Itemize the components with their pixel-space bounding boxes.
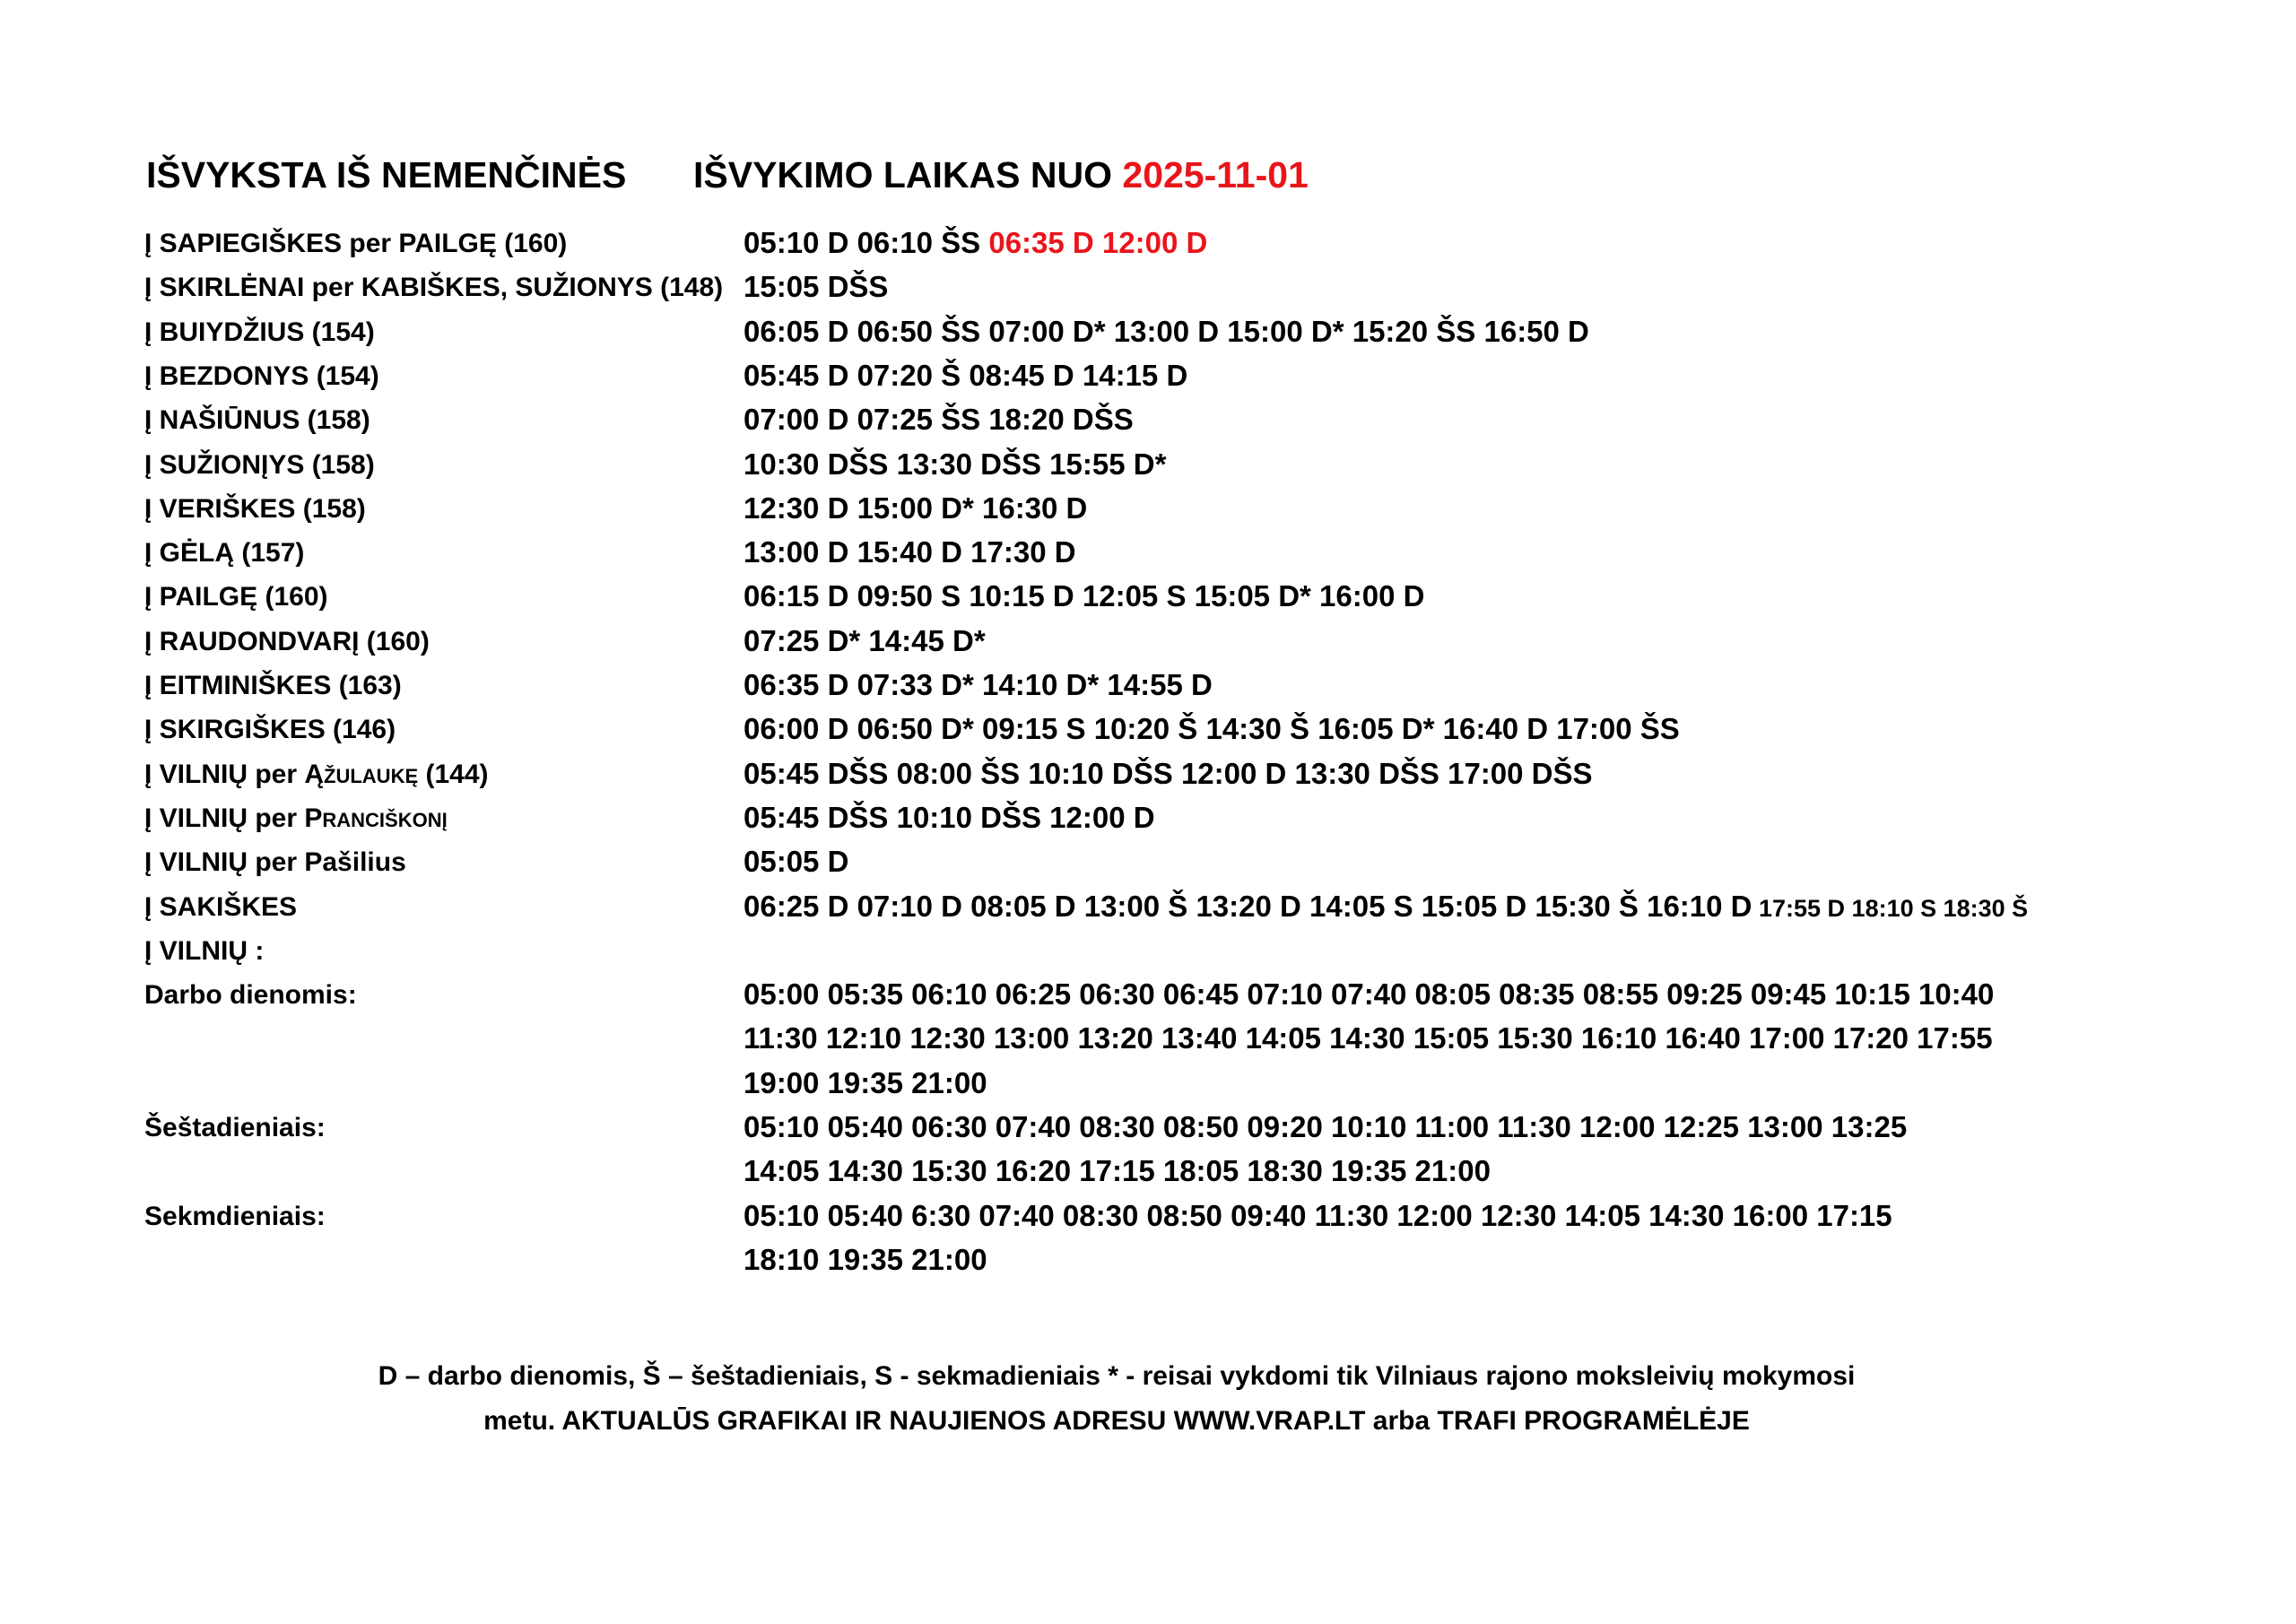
- departure-times-text: 19:00 19:35 21:00: [744, 1065, 987, 1099]
- destination-label-part: (144): [418, 759, 489, 789]
- table-row: [0, 398, 2296, 442]
- destination-label: Į VILNIŲ :: [144, 935, 265, 966]
- departure-times-text: 05:00 05:35 06:10 06:25 06:30 06:45 07:10 07:40 08:05 08:35 08:55 09:25 09:45 10:15 10:40: [744, 977, 1995, 1012]
- departure-title: IŠVYKSTA IŠ NEMENČINĖS: [146, 154, 627, 195]
- destination-label: Į BUIYDŽIUS (154): [144, 317, 375, 347]
- table-row: [0, 1194, 2296, 1238]
- departure-times: [744, 712, 1680, 746]
- departure-times: [744, 801, 1155, 835]
- departure-times-text: 06:25 D 07:10 D 08:05 D 13:00 Š 13:20 D 14:05 S 15:05 D 15:30 Š 16:10 D: [744, 889, 1752, 923]
- table-row: [0, 885, 2296, 929]
- destination-label: Į VERIŠKES (158): [144, 493, 366, 524]
- table-row: [0, 664, 2296, 708]
- table-row: [0, 752, 2296, 796]
- departure-times: [744, 1199, 1892, 1233]
- departure-times-text: 05:10 05:40 6:30 07:40 08:30 08:50 09:40 11:30 12:00 12:30 14:05 14:30 16:00 17:15: [744, 1198, 1892, 1232]
- destination-label: Į SKIRGIŠKES (146): [144, 715, 396, 745]
- departure-times-text: 14:05 14:30 15:30 16:20 17:15 18:05 18:30 19:35 21:00: [744, 1154, 1491, 1188]
- legend-footer: [0, 1354, 2233, 1444]
- effective-date: 2025-11-01: [1122, 154, 1309, 195]
- table-row: [0, 221, 2296, 265]
- destination-label: [144, 760, 489, 790]
- day-type-label: Šeštadieniais:: [144, 1113, 326, 1142]
- departure-times: [744, 1243, 987, 1277]
- departure-times: [744, 1066, 987, 1100]
- departure-time-heading: [693, 154, 1309, 196]
- departure-times-text: 05:45 DŠS 08:00 ŠS 10:10 DŠS 12:00 D 13:30 DŠS 17:00 DŠS: [744, 756, 1593, 790]
- table-row: [0, 1238, 2296, 1282]
- departure-times: [744, 270, 888, 304]
- table-row: [0, 620, 2296, 664]
- table-row: [0, 575, 2296, 619]
- departure-times-text: 18:10 19:35 21:00: [744, 1242, 987, 1276]
- departure-times: [744, 359, 1187, 393]
- departure-times-text: 05:05 D: [744, 845, 849, 879]
- departure-times: [744, 757, 1593, 791]
- departure-times: [744, 1110, 1907, 1144]
- destination-label: Į GĖLĄ (157): [144, 538, 305, 569]
- departure-times: [744, 668, 1213, 702]
- departure-times: [744, 624, 986, 658]
- table-row: [0, 531, 2296, 575]
- departure-times-text: 06:00 D 06:50 D* 09:15 S 10:20 Š 14:30 Š 16:05 D* 16:40 D 17:00 ŠS: [744, 712, 1680, 746]
- table-row: [0, 929, 2296, 973]
- destination-label: Į EITMINIŠKES (163): [144, 671, 402, 700]
- departure-times: [744, 1021, 1993, 1055]
- destination-label-smallcaps: ŽULAUKĘ: [324, 764, 419, 787]
- table-row: [0, 487, 2296, 531]
- table-row: [0, 1017, 2296, 1061]
- table-row: [0, 443, 2296, 487]
- table-row: [0, 310, 2296, 354]
- departure-times: [744, 977, 1994, 1012]
- table-row: [0, 796, 2296, 840]
- destination-label-part: Į VILNIŲ per P: [144, 803, 323, 833]
- departure-times-text: 06:05 D 06:50 ŠS 07:00 D* 13:00 D 15:00 D* 15:20 ŠS 16:50 D: [744, 314, 1589, 348]
- destination-label: Į VILNIŲ per Pašilius: [144, 847, 406, 878]
- departure-times: [744, 447, 1166, 482]
- table-row: [0, 265, 2296, 309]
- departure-times-text: 05:45 DŠS 10:10 DŠS 12:00 D: [744, 800, 1155, 834]
- departure-times-text: 06:35 D 07:33 D* 14:10 D* 14:55 D: [744, 668, 1213, 701]
- legend-line-2: metu. AKTUALŪS GRAFIKAI IR NAUJIENOS ADRESU WWW.VRAP.LT arba TRAFI PROGRAMĖLĖJE: [483, 1406, 1750, 1436]
- destination-label: Į SUŽIONĮYS (158): [144, 449, 375, 480]
- departure-times-text: 11:30 12:10 12:30 13:00 13:20 13:40 14:05 14:30 15:05 15:30 16:10 16:40 17:00 17:20 17:55: [744, 1021, 1993, 1055]
- departure-times-text: 05:45 D 07:20 Š 08:45 D 14:15 D: [744, 358, 1188, 392]
- destination-label: [144, 803, 448, 834]
- departure-times: [744, 1154, 1491, 1188]
- table-row: [0, 1106, 2296, 1150]
- departure-times-text: 07:00 D 07:25 ŠS 18:20 DŠS: [744, 403, 1134, 437]
- departure-times: [744, 535, 1076, 569]
- table-row: [0, 840, 2296, 884]
- departure-times-small: 17:55 D 18:10 S 18:30 Š: [1752, 894, 2029, 922]
- departure-times-text: 06:15 D 09:50 S 10:15 D 12:05 S 15:05 D* 16:00 D: [744, 579, 1425, 613]
- legend-line-1: D – darbo dienomis, Š – šeštadieniais, S - sekmadieniais * - reisai vykdomi tik Vilniaus rajono moksleivių mokymosi: [378, 1361, 1856, 1391]
- day-type-label: Darbo dienomis:: [144, 980, 357, 1011]
- destination-label-smallcaps: RANCIŠKONĮ: [322, 808, 448, 831]
- departure-times-text: 15:05 DŠS: [744, 270, 889, 304]
- destination-label: Į RAUDONDVARĮ (160): [144, 626, 430, 656]
- table-row: [0, 708, 2296, 751]
- departure-times: [744, 491, 1087, 525]
- destination-label: Į SAKIŠKES: [144, 891, 298, 922]
- departure-times-text: 10:30 DŠS 13:30 DŠS 15:55 D*: [744, 447, 1167, 481]
- departure-times: [744, 579, 1424, 613]
- table-row: [0, 1062, 2296, 1106]
- departure-times-text: 05:10 05:40 06:30 07:40 08:30 08:50 09:20 10:10 11:00 11:30 12:00 12:25 13:00 13:25: [744, 1110, 1908, 1143]
- destination-label: Į SAPIEGIŠKES per PAILGĘ (160): [144, 229, 568, 258]
- destination-label: Į SKIRLĖNAI per KABIŠKES, SUŽIONYS (148): [144, 273, 724, 303]
- departure-times-highlight: 06:35 D 12:00 D: [988, 226, 1208, 259]
- departure-times: [744, 226, 1207, 260]
- departure-times-text: 12:30 D 15:00 D* 16:30 D: [744, 491, 1088, 525]
- departure-times-text: 07:25 D* 14:45 D*: [744, 623, 986, 657]
- destination-label: Į NAŠIŪNUS (158): [144, 405, 370, 436]
- table-row: [0, 354, 2296, 398]
- table-row: [0, 1150, 2296, 1194]
- day-type-label: Sekmdieniais:: [144, 1201, 326, 1231]
- destination-label-part: Į VILNIŲ per Ą: [144, 759, 325, 789]
- departure-times: [744, 845, 848, 879]
- departure-times: [744, 315, 1589, 349]
- table-row: [0, 973, 2296, 1017]
- destination-label: Į PAILGĘ (160): [144, 582, 328, 612]
- departure-times-text: 05:10 D 06:10 ŠS: [744, 226, 981, 259]
- departure-times-text: 13:00 D 15:40 D 17:30 D: [744, 535, 1076, 569]
- departure-times: [744, 403, 1134, 437]
- departure-times: [744, 890, 2028, 924]
- time-label: IŠVYKIMO LAIKAS NUO: [693, 154, 1112, 195]
- destination-label: Į BEZDONYS (154): [144, 360, 379, 391]
